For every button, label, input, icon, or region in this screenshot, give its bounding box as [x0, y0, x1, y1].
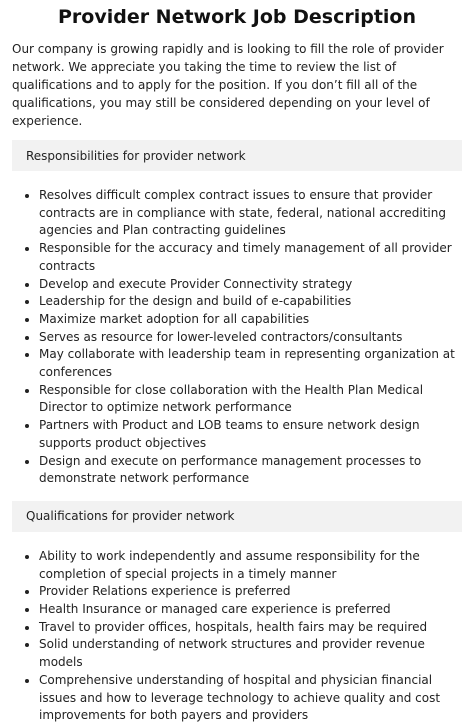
bullet-icon [25, 318, 29, 322]
bullet-icon [25, 353, 29, 357]
list-item [12, 583, 462, 601]
list-item-text: Serves as resource for lower-leveled contractors/consultants [39, 329, 403, 344]
qualifications-header: Qualifications for provider network [12, 501, 462, 532]
list-item [12, 417, 462, 452]
list-item-text: Responsible for close collaboration with the Health Plan Medical Director to optimize network performance [39, 382, 424, 415]
list-item [12, 187, 462, 240]
list-item [12, 601, 462, 619]
list-item [12, 346, 462, 381]
list-item-text: Maximize market adoption for all capabilities [39, 311, 310, 326]
list-item [12, 293, 462, 311]
list-item-text: Design and execute on performance management processes to demonstrate network performance [39, 453, 422, 486]
page-title: Provider Network Job Description [57, 6, 417, 28]
bullet-icon [25, 679, 29, 683]
list-item-text: Solid understanding of network structures and provider revenue models [39, 637, 425, 670]
list-item-text: Partners with Product and LOB teams to ensure network design supports product objectives [39, 418, 420, 450]
bullet-icon [25, 389, 29, 393]
bullet-icon [25, 194, 29, 198]
list-item [12, 672, 462, 725]
bullet-icon [25, 590, 29, 594]
list-item [12, 548, 462, 583]
list-item-text: Provider Relations experience is preferred [39, 584, 291, 599]
list-item-text: Responsible for the accuracy and timely management of all provider contracts [39, 241, 452, 273]
bullet-icon [25, 626, 29, 630]
responsibilities-header: Responsibilities for provider network [12, 140, 462, 171]
qualifications-list [12, 548, 462, 725]
list-item-text: May collaborate with leadership team in representing organization at conferences [39, 347, 455, 380]
bullet-icon [25, 460, 29, 464]
bullet-icon [25, 608, 29, 612]
responsibilities-list [12, 187, 462, 488]
list-item-text: Leadership for the design and build of e-capabilities [39, 294, 352, 309]
list-item-text: Comprehensive understanding of hospital and physician financial issues and how to leverage technology to achieve quality and cost improvements for both payers and providers [39, 672, 441, 723]
list-item [12, 619, 462, 637]
bullet-icon [25, 247, 29, 251]
bullet-icon [25, 283, 29, 287]
list-item-text: Ability to work independently and assume responsibility for the completion of special projects in a timely manner [39, 548, 420, 581]
list-item [12, 329, 462, 347]
list-item-text: Develop and execute Provider Connectivity strategy [39, 276, 353, 291]
list-item [12, 382, 462, 417]
bullet-icon [25, 555, 29, 559]
list-item [12, 311, 462, 329]
list-item [12, 453, 462, 488]
bullet-icon [25, 300, 29, 304]
bullet-icon [25, 336, 29, 340]
list-item-text: Resolves difficult complex contract issues to ensure that provider contracts are in compliance with state, federal, national accrediting agencies and Plan contracting guidelines [39, 188, 446, 238]
list-item [12, 240, 462, 275]
list-item-text: Travel to provider offices, hospitals, health fairs may be required [39, 619, 428, 634]
list-item [12, 636, 462, 671]
bullet-icon [25, 424, 29, 428]
list-item [12, 276, 462, 294]
intro-paragraph: Our company is growing rapidly and is looking to fill the role of provider network. We appreciate you taking the time to review the list of qualifications and to apply for the position. If you don’t fill all of the qualifications, you may still be considered depending on your level of experience. [12, 42, 444, 128]
bullet-icon [25, 643, 29, 647]
list-item-text: Health Insurance or managed care experience is preferred [39, 602, 391, 617]
